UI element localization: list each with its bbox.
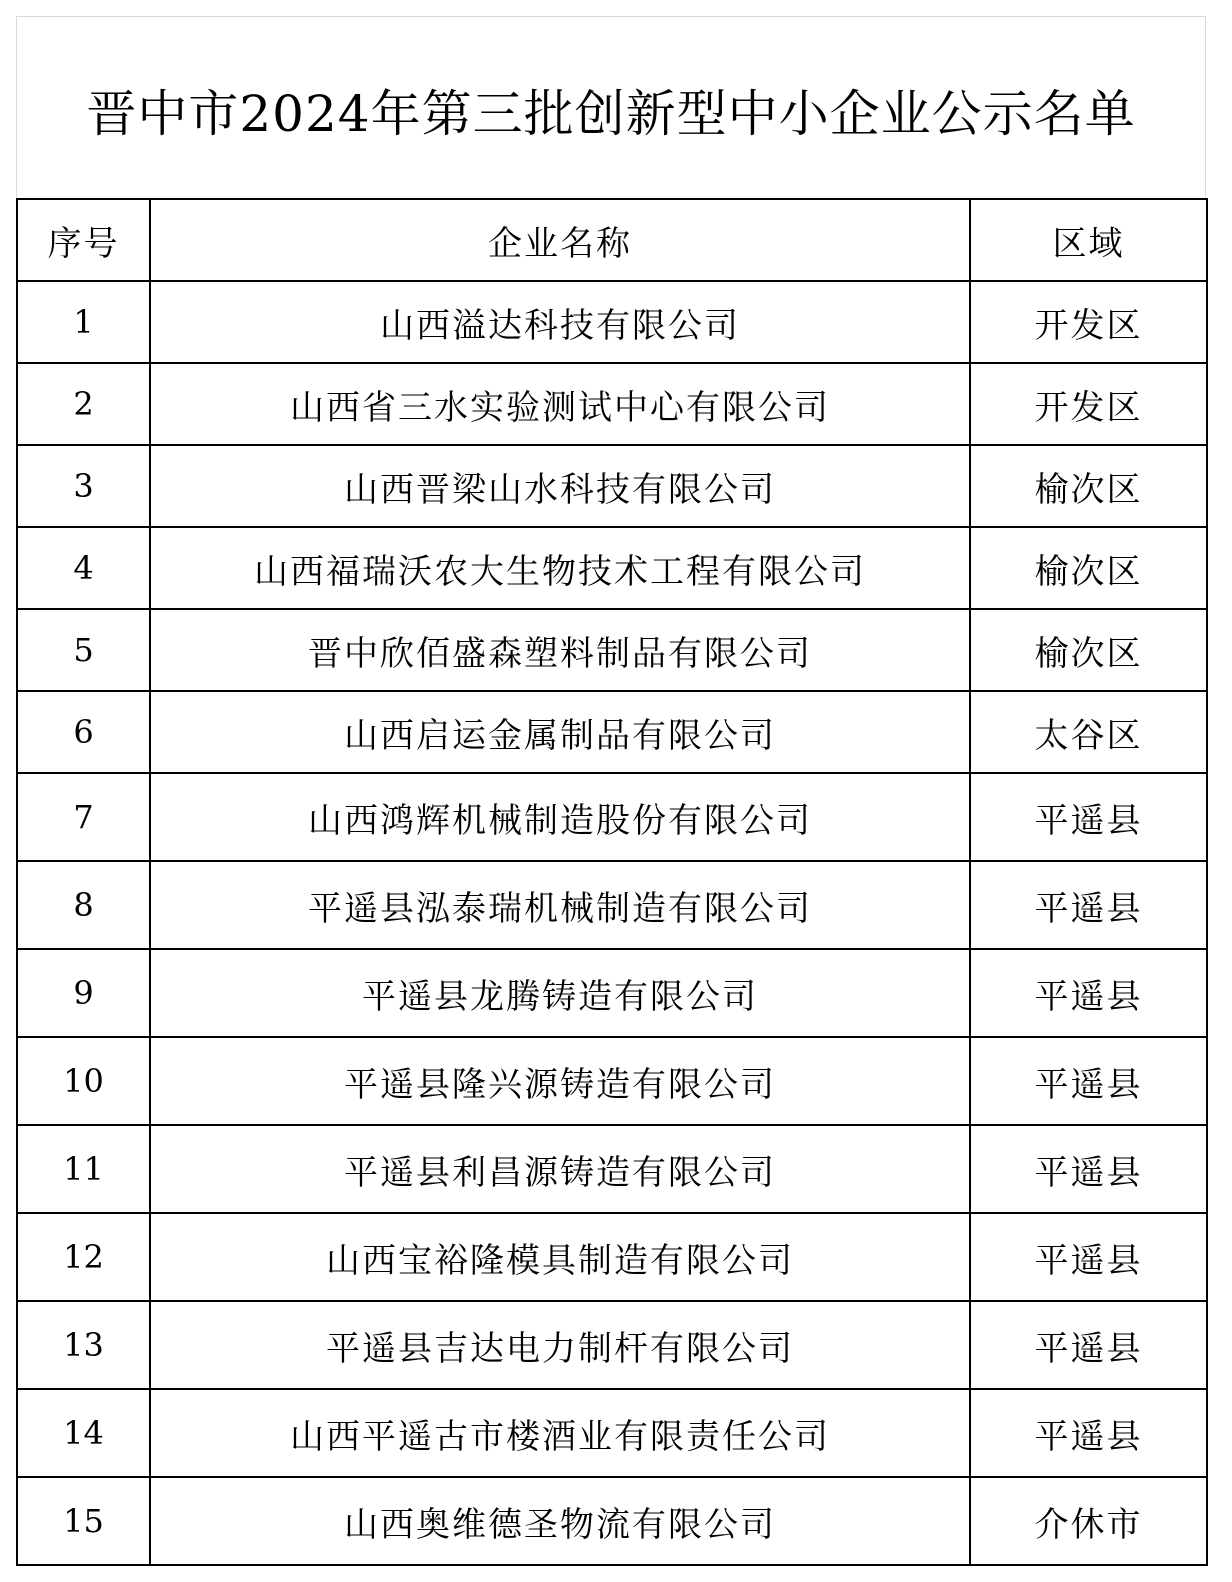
cell-name: 山西省三水实验测试中心有限公司 bbox=[150, 363, 970, 445]
table-row bbox=[17, 1477, 1207, 1565]
cell-no: 13 bbox=[17, 1301, 150, 1389]
cell-area: 榆次区 bbox=[970, 527, 1207, 609]
cell-name: 山西奥维德圣物流有限公司 bbox=[150, 1477, 970, 1565]
cell-name: 平遥县隆兴源铸造有限公司 bbox=[150, 1037, 970, 1125]
table-row bbox=[17, 445, 1207, 527]
table-row bbox=[17, 527, 1207, 609]
cell-no: 1 bbox=[17, 281, 150, 363]
cell-no: 12 bbox=[17, 1213, 150, 1301]
cell-area: 开发区 bbox=[970, 281, 1207, 363]
cell-area: 平遥县 bbox=[970, 1389, 1207, 1477]
cell-area: 太谷区 bbox=[970, 691, 1207, 773]
table-row bbox=[17, 1389, 1207, 1477]
cell-area: 平遥县 bbox=[970, 1213, 1207, 1301]
document-title: 晋中市2024年第三批创新型中小企业公示名单 bbox=[86, 84, 1136, 143]
cell-name: 山西鸿辉机械制造股份有限公司 bbox=[150, 773, 970, 861]
cell-area: 平遥县 bbox=[970, 1125, 1207, 1213]
table-row bbox=[17, 861, 1207, 949]
table-row bbox=[17, 773, 1207, 861]
cell-name: 平遥县泓泰瑞机械制造有限公司 bbox=[150, 861, 970, 949]
cell-area: 平遥县 bbox=[970, 861, 1207, 949]
cell-area: 平遥县 bbox=[970, 1037, 1207, 1125]
cell-no: 15 bbox=[17, 1477, 150, 1565]
table-row bbox=[17, 1125, 1207, 1213]
table-row bbox=[17, 1213, 1207, 1301]
cell-name: 山西平遥古市楼酒业有限责任公司 bbox=[150, 1389, 970, 1477]
cell-no: 6 bbox=[17, 691, 150, 773]
cell-name: 山西晋梁山水科技有限公司 bbox=[150, 445, 970, 527]
cell-no: 9 bbox=[17, 949, 150, 1037]
cell-name: 平遥县利昌源铸造有限公司 bbox=[150, 1125, 970, 1213]
cell-area: 平遥县 bbox=[970, 949, 1207, 1037]
column-header-area: 区域 bbox=[970, 199, 1207, 281]
cell-name: 山西宝裕隆模具制造有限公司 bbox=[150, 1213, 970, 1301]
cell-no: 2 bbox=[17, 363, 150, 445]
cell-area: 榆次区 bbox=[970, 609, 1207, 691]
cell-no: 10 bbox=[17, 1037, 150, 1125]
cell-area: 平遥县 bbox=[970, 1301, 1207, 1389]
table-row bbox=[17, 609, 1207, 691]
cell-no: 5 bbox=[17, 609, 150, 691]
cell-no: 4 bbox=[17, 527, 150, 609]
cell-name: 平遥县吉达电力制杆有限公司 bbox=[150, 1301, 970, 1389]
enterprise-table bbox=[16, 198, 1208, 1566]
cell-area: 开发区 bbox=[970, 363, 1207, 445]
table-row bbox=[17, 1301, 1207, 1389]
cell-area: 榆次区 bbox=[970, 445, 1207, 527]
cell-name: 山西启运金属制品有限公司 bbox=[150, 691, 970, 773]
table-row bbox=[17, 949, 1207, 1037]
document-sheet bbox=[16, 16, 1206, 1571]
table-row bbox=[17, 281, 1207, 363]
cell-name: 晋中欣佰盛森塑料制品有限公司 bbox=[150, 609, 970, 691]
cell-name: 平遥县龙腾铸造有限公司 bbox=[150, 949, 970, 1037]
cell-no: 7 bbox=[17, 773, 150, 861]
cell-no: 11 bbox=[17, 1125, 150, 1213]
table-row bbox=[17, 363, 1207, 445]
cell-name: 山西福瑞沃农大生物技术工程有限公司 bbox=[150, 527, 970, 609]
cell-name: 山西溢达科技有限公司 bbox=[150, 281, 970, 363]
column-header-no: 序号 bbox=[17, 199, 150, 281]
column-header-name: 企业名称 bbox=[150, 199, 970, 281]
table-header-row bbox=[17, 199, 1207, 281]
title-box bbox=[16, 16, 1206, 198]
cell-no: 3 bbox=[17, 445, 150, 527]
cell-area: 平遥县 bbox=[970, 773, 1207, 861]
cell-no: 14 bbox=[17, 1389, 150, 1477]
table-row bbox=[17, 1037, 1207, 1125]
table-row bbox=[17, 691, 1207, 773]
cell-no: 8 bbox=[17, 861, 150, 949]
cell-area: 介休市 bbox=[970, 1477, 1207, 1565]
